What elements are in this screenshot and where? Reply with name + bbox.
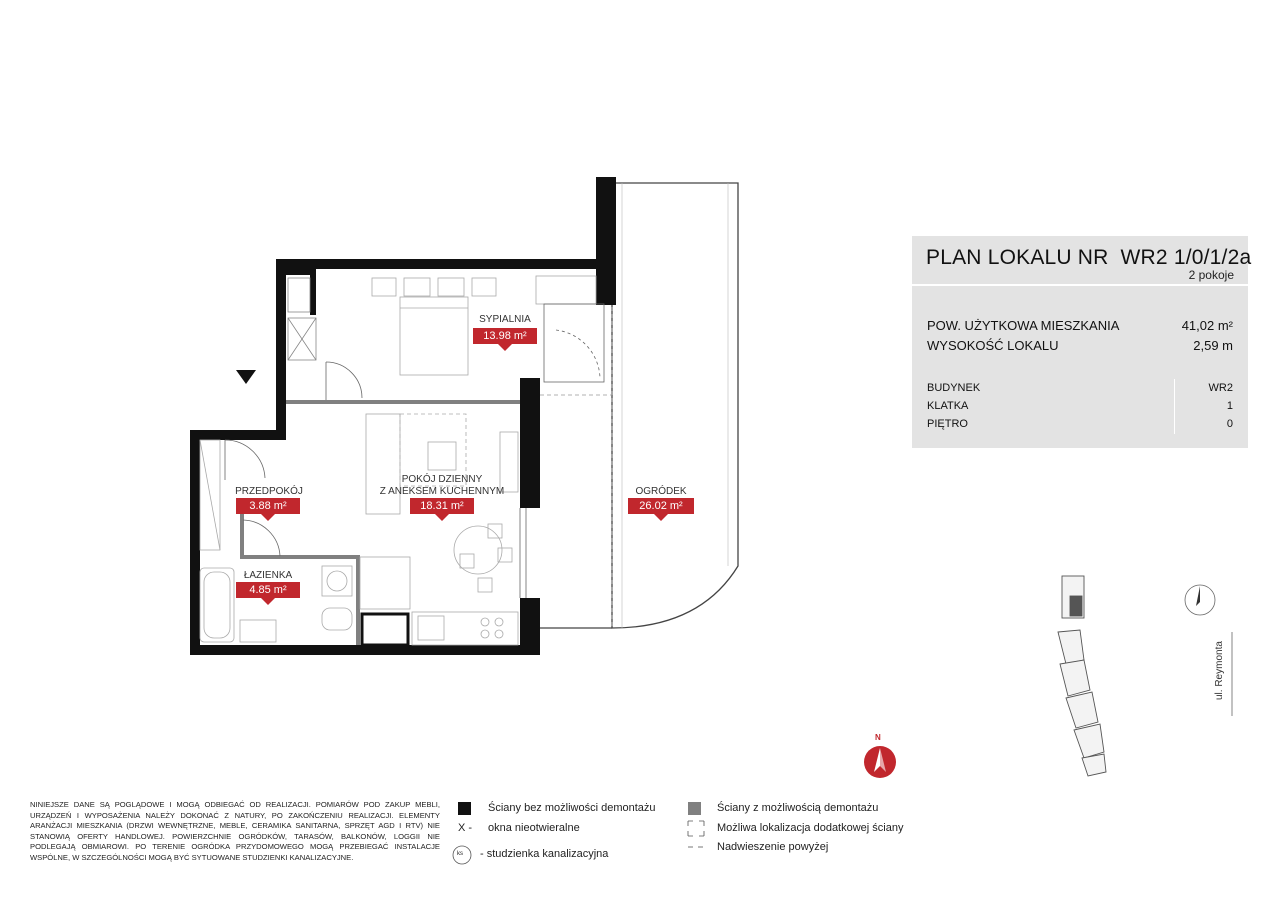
street-label: ul. Reymonta xyxy=(1214,641,1225,700)
legend-extra-wall: Możliwa lokalizacja dodatkowej ściany xyxy=(717,822,904,834)
legend-walls-fixed: Ściany bez możliwości demontażu xyxy=(488,802,656,814)
stair-row xyxy=(927,400,1233,412)
floor-label: PIĘTRO xyxy=(927,418,968,430)
compass-icon xyxy=(864,746,896,778)
rooms-count: 2 pokoje xyxy=(1188,268,1234,282)
room-name-przedpokoj: PRZEDPOKÓJ xyxy=(235,486,303,497)
area-badge-lazienka: 4.85 m² xyxy=(236,582,300,598)
height-value: 2,59 m xyxy=(1193,338,1233,353)
building-row xyxy=(927,382,1233,394)
info-panel xyxy=(912,286,1248,448)
living-furniture xyxy=(360,414,526,645)
legend-manhole: - studzienka kanalizacyjna xyxy=(480,848,609,860)
info-header xyxy=(912,236,1252,284)
height-label: WYSOKOŚĆ LOKALU xyxy=(927,338,1059,353)
area-badge-sypialnia: 13.98 m² xyxy=(473,328,537,344)
area-badge-ogrodek: 26.02 m² xyxy=(628,498,694,514)
height-row xyxy=(927,338,1233,353)
legend-overhang: Nadwieszenie powyżej xyxy=(717,841,829,853)
room-name-pokoj-line2: Z ANEKSEM KUCHENNYM xyxy=(379,486,505,497)
area-badge-przedpokoj: 3.88 m² xyxy=(236,498,300,514)
floor-value: 0 xyxy=(1226,418,1233,430)
room-name-sypialnia: SYPIALNIA xyxy=(479,314,531,325)
room-name-ogrodek: OGRÓDEK xyxy=(635,486,687,497)
legend-swatch-fixed xyxy=(458,802,471,815)
legend-walls-removable: Ściany z możliwością demontażu xyxy=(717,802,879,814)
stair-label: KLATKA xyxy=(927,400,969,412)
compass-north-label: N xyxy=(875,733,881,742)
room-name-lazienka: ŁAZIENKA xyxy=(243,570,293,581)
building-value: WR2 xyxy=(1208,382,1233,394)
floor-row xyxy=(927,418,1233,430)
area-value: 41,02 m² xyxy=(1181,318,1233,333)
legend-ks-mark: ks xyxy=(457,851,463,857)
legend-swatch-removable xyxy=(688,802,701,815)
room-name-pokoj-line1: POKÓJ DZIENNY xyxy=(401,474,483,485)
bedroom-furniture xyxy=(372,276,596,375)
area-badge-pokoj: 18.31 m² xyxy=(410,498,474,514)
entrance-arrow xyxy=(236,370,256,384)
disclaimer-text: NINIEJSZE DANE SĄ POGLĄDOWE I MOGĄ ODBIEGAĆ OD REALIZACJI. POMIARÓW POD ZAKUP MEBLI, URZĄDZEŃ I WYPOSAŻENIA NALEŻY DOKONAĆ Z NATURY, PO ZAKOŃCZENIU REALIZACJI. ELEMENTY ARANŻACJI MIESZKANIA (DRZWI WEWNĘTRZNE, MEBLE, CERAMIKA SANITARNA, SPRZĘT AGD I RTV) NIE STANOWIĄ OFERTY HANDLOWEJ. POWIERZCHNIE OGRÓDKÓW, TARASÓW, BALKONÓW, LOGGII NIE PODLEGAJĄ OBMIAROWI. PO TERENIE OGRÓDKA PRZYDOMOWEGO MOGĄ PRZEBIEGAĆ INSTALACJE WSPÓLNE, W SZCZEGÓLNOŚCI MOGĄ BYĆ SYTUOWANE STUDZIENKI KANALIZACYJNE. xyxy=(30,800,440,862)
legend-windows: okna nieotwieralne xyxy=(488,822,580,834)
building-label: BUDYNEK xyxy=(927,382,981,394)
garden-outline xyxy=(612,183,738,628)
area-row xyxy=(927,318,1233,333)
stair-value: 1 xyxy=(1226,400,1233,412)
legend-windows-x: X - xyxy=(458,822,473,834)
unit-number: WR2 1/0/1/2a xyxy=(1120,246,1252,269)
area-label: POW. UŻYTKOWA MIESZKANIA xyxy=(927,318,1120,333)
plan-title: PLAN LOKALU NR WR2 1/0/1/2a xyxy=(926,246,1252,269)
site-map xyxy=(1058,576,1106,776)
